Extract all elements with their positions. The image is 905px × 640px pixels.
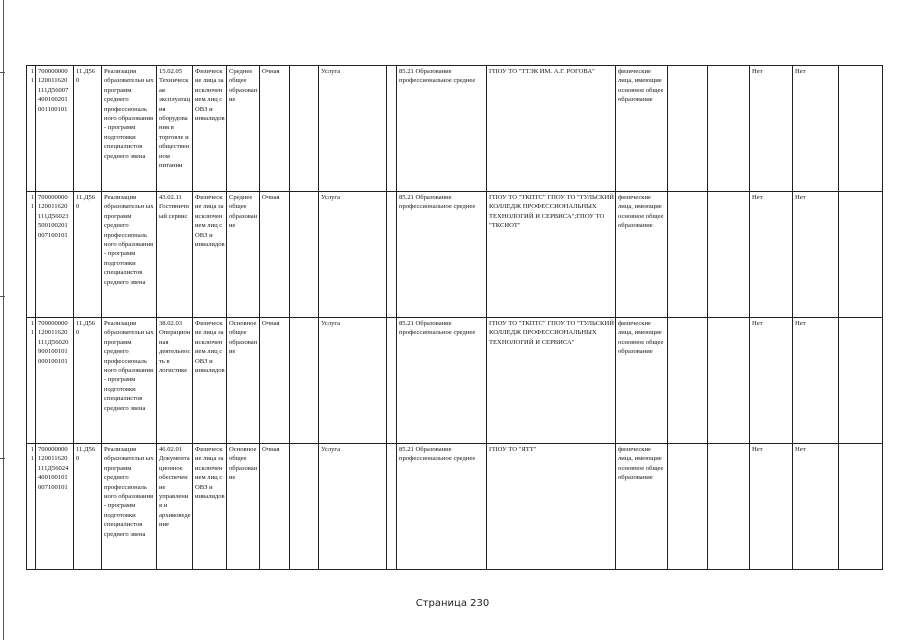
empty-cell [668, 444, 708, 570]
paid-flag-cell: Нет [750, 318, 793, 444]
type-cell: Услуга [319, 192, 387, 318]
empty-cell [387, 66, 397, 192]
study-form-cell: Очная [260, 444, 290, 570]
page-number: Страница 230 [415, 598, 490, 609]
register-flag-cell: Нет [793, 192, 839, 318]
register-flag-cell: Нет [793, 444, 839, 570]
consumers-cell: физические лица, имеющие основное общее образование [616, 318, 668, 444]
consumers-cell: физические лица, имеющие основное общее образование [616, 444, 668, 570]
consumer-category-cell: Физические лица за исключением лиц с ОВЗ и инвалидов [193, 444, 227, 570]
margin-tick [0, 458, 5, 459]
registry-code-cell: 700000000 120011620 111Д56020 900100101 000100101 [36, 318, 74, 444]
paid-flag-cell: Нет [750, 192, 793, 318]
service-name-cell: Реализация образовательн ых программ среднего профессиональ ного образования - программ подготовки специалистов среднего звена [102, 66, 157, 192]
empty-cell [839, 444, 883, 570]
paid-flag-cell: Нет [750, 66, 793, 192]
okved-cell: 85.21 Образование профессиональное среднее [397, 318, 487, 444]
education-base-cell: Основное общее образование [227, 318, 260, 444]
table-body [27, 66, 883, 570]
service-kind-cell: 11.Д56 0 [74, 66, 102, 192]
study-form-cell: Очная [260, 192, 290, 318]
service-name-cell: Реализация образовательн ых программ среднего профессиональ ного образования - программ подготовки специалистов среднего звена [102, 192, 157, 318]
empty-cell [839, 318, 883, 444]
row-number: 11 [27, 66, 36, 192]
empty-cell [668, 66, 708, 192]
empty-cell [290, 318, 319, 444]
organization-cell: ГПОУ ТО "ТТЭК ИМ. А.Г. РОГОВА" [487, 66, 616, 192]
registry-code-cell: 700000000 120011620 111Д56007 400100201 001100101 [36, 66, 74, 192]
table-row [27, 192, 883, 318]
empty-cell [387, 444, 397, 570]
row-number: 11 [27, 192, 36, 318]
okved-cell: 85.21 Образование профессиональное среднее [397, 444, 487, 570]
empty-cell [668, 192, 708, 318]
empty-cell [387, 318, 397, 444]
margin-tick [0, 296, 5, 297]
okved-cell: 85.21 Образование профессиональное среднее [397, 66, 487, 192]
specialty-cell: 15.02.05 Техническая эксплуатация оборудования в торговле и общественном питании [157, 66, 193, 192]
okved-cell: 85.21 Образование профессиональное среднее [397, 192, 487, 318]
service-kind-cell: 11.Д56 0 [74, 318, 102, 444]
table-row [27, 444, 883, 570]
service-name-cell: Реализация образовательн ых программ среднего профессиональ ного образования - программ подготовки специалистов среднего звена [102, 444, 157, 570]
empty-cell [290, 192, 319, 318]
table-row [27, 66, 883, 192]
specialty-cell: 46.02.01 Документационное обеспечение управления и архивоведение [157, 444, 193, 570]
registry-code-cell: 700000000 120011620 111Д56024 400100101 007100101 [36, 444, 74, 570]
study-form-cell: Очная [260, 318, 290, 444]
row-number: 11 [27, 318, 36, 444]
register-flag-cell: Нет [793, 318, 839, 444]
type-cell: Услуга [319, 444, 387, 570]
consumer-category-cell: Физические лица за исключением лиц с ОВЗ и инвалидов [193, 66, 227, 192]
organization-cell: ГПОУ ТО "ТКПТС" ГПОУ ТО "ТУЛЬСКИЙ КОЛЛЕДЖ ПРОФЕССИОНАЛЬНЫХ ТЕХНОЛОГИЙ И СЕРВИСА";ГПОУ ТО "ТКСИОТ" [487, 192, 616, 318]
registry-table [26, 65, 883, 570]
education-base-cell: Среднее общее образование [227, 66, 260, 192]
consumer-category-cell: Физические лица за исключением лиц с ОВЗ и инвалидов [193, 192, 227, 318]
empty-cell [839, 66, 883, 192]
organization-cell: ГПОУ ТО "ЯТТ" [487, 444, 616, 570]
table-row [27, 318, 883, 444]
specialty-cell: 43.02.11 Гостиничный сервис [157, 192, 193, 318]
empty-cell [708, 444, 750, 570]
type-cell: Услуга [319, 66, 387, 192]
service-kind-cell: 11.Д56 0 [74, 444, 102, 570]
margin-tick [0, 72, 5, 73]
empty-cell [290, 66, 319, 192]
paid-flag-cell: Нет [750, 444, 793, 570]
empty-cell [708, 192, 750, 318]
consumers-cell: физические лица, имеющие основное общее образование [616, 66, 668, 192]
row-number: 11 [27, 444, 36, 570]
empty-cell [708, 66, 750, 192]
consumer-category-cell: Физические лица за исключением лиц с ОВЗ и инвалидов [193, 318, 227, 444]
consumers-cell: физические лица, имеющие основное общее образование [616, 192, 668, 318]
registry-code-cell: 700000000 120011620 111Д56023 500100201 007100101 [36, 192, 74, 318]
service-kind-cell: 11.Д56 0 [74, 192, 102, 318]
service-name-cell: Реализация образовательн ых программ среднего профессиональ ного образования - программ подготовки специалистов среднего звена [102, 318, 157, 444]
register-flag-cell: Нет [793, 66, 839, 192]
page-edge-line [3, 0, 4, 640]
empty-cell [387, 192, 397, 318]
education-base-cell: Основное общее образование [227, 444, 260, 570]
empty-cell [290, 444, 319, 570]
empty-cell [668, 318, 708, 444]
type-cell: Услуга [319, 318, 387, 444]
organization-cell: ГПОУ ТО "ТКПТС" ГПОУ ТО "ТУЛЬСКИЙ КОЛЛЕДЖ ПРОФЕССИОНАЛЬНЫХ ТЕХНОЛОГИЙ И СЕРВИСА" [487, 318, 616, 444]
empty-cell [708, 318, 750, 444]
education-base-cell: Среднее общее образование [227, 192, 260, 318]
empty-cell [839, 192, 883, 318]
specialty-cell: 38.02.03 Операционная деятельность в логистике [157, 318, 193, 444]
study-form-cell: Очная [260, 66, 290, 192]
